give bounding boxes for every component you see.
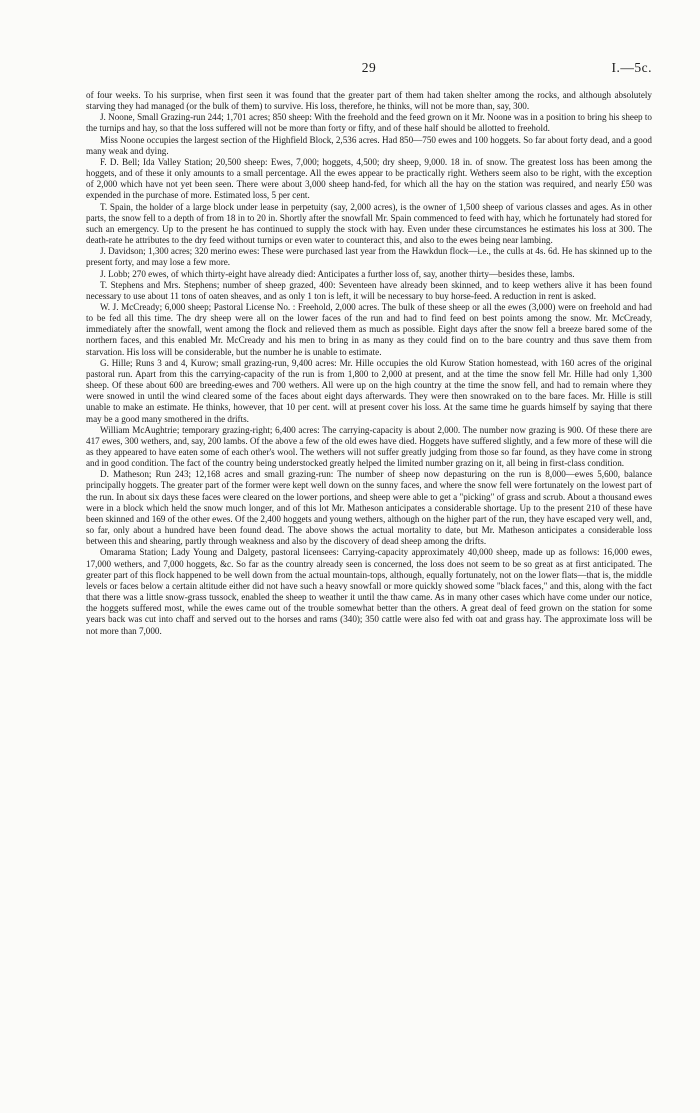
- paragraph-mcaughtrie: William McAughtrie; temporary grazing-right; 6,400 acres: The carrying-capacity is about 2,000. The number now grazing is 900. Of these there are 417 ewes, 300 wethers, and, say, 200 lambs. Of the above a few of the old ewes have died. Hoggets have suffered slightly, and a few more of these will die as they appeared to have eaten some of each other's wool. The wethers will not suffer greatly judging from those so far found, as they have come in strong and in good condition. The fact of the country being understocked greatly helped the limited number grazing on it, all being in first-class condition.: [86, 424, 653, 469]
- page-header: [86, 60, 652, 76]
- paragraph-continuation: of four weeks. To his surprise, when first seen it was found that the greater part of them had taken shelter among the rocks, and although absolutely starving they had managed (or the bulk of them) to survive. His loss, therefore, he thinks, will not be more than, say, 300.: [86, 90, 652, 112]
- paragraph-davidson: J. Davidson; 1,300 acres; 320 merino ewes: These were purchased last year from the Hawkdun flock—i.e., the culls at 4s. 6d. He has skinned up to the present forty, and may lose a few more.: [86, 246, 652, 268]
- paragraph-spain: T. Spain, the holder of a large block under lease in perpetuity (say, 2,000 acres), is the owner of 1,500 sheep of various classes and ages. As in other parts, the snow fell to a depth of from 18 in to 20 in. Shortly after the snowfall Mr. Spain commenced to feed with hay, which he fortunately had stored for such an emergency. Up to the present he has continued to supply the stock with hay. Even under these circumstances he estimates his loss at 300. The death-rate he attributes to the dry feed without turnips or even water to counteract this, and also to the ewes being near lambing.: [86, 201, 652, 246]
- paragraph-miss-noone: Miss Noone occupies the largest section of the Highfield Block, 2,536 acres. Had 850—750 ewes and 100 hoggets. So far about forty dead, and a good many weak and dying.: [86, 134, 652, 156]
- paragraph-lobb: J. Lobb; 270 ewes, of which thirty-eight have already died: Anticipates a further loss of, say, another thirty—besides these, lambs.: [100, 268, 575, 279]
- paragraph-hille: G. Hille; Runs 3 and 4, Kurow; small grazing-run, 9,400 acres: Mr. Hille occupies the old Kurow Station homestead, with 160 acres of the original pastoral run. Apart from this the carrying-capacity of the run is from 1,800 to 2,000 at present, and at the time the snow fell Mr. Hille had only 1,300 sheep. Of these about 600 are breeding-ewes and 700 wethers. All were up on the high country at the time the snow fell, and had to remain where they were snowed in until the wind cleared some of the faces about eight days afterwards. They were then snowraked on to the bare faces. Mr. Hille is still unable to make an estimate. He thinks, however, that 10 per cent. will at present cover his loss. At the same time he guards himself by saying that there may be a good many smothered in the drifts.: [86, 357, 652, 424]
- paragraph-stephens: T. Stephens and Mrs. Stephens; number of sheep grazed, 400: Seventeen have already been skinned, and to keep wethers alive it has been found necessary to use about 11 tons of oaten sheaves, and as only 1 ton is left, it will be necessary to buy horse-feed. A reduction in rent is asked.: [86, 279, 652, 301]
- paragraph-matheson: D. Matheson; Run 243; 12,168 acres and small grazing-run: The number of sheep now depasturing on the run is 8,000—ewes 5,600, balance principally hoggets. The greater part of the former were kept well down on the sunny faces, and where the snow fell were fortunately on the lowest part of the run. In about six days these faces were cleared on the lower portions, and sheep were able to get a "picking" of grass and scrub. About a thousand ewes were in a block which held the snow much longer, and of this lot Mr. Matheson anticipates a considerable shortage. Up to the present 210 of these have been skinned and 169 of the other ewes. Of the 2,400 hoggets and young wethers, although on the higher part of the run, they have escaped very well, and, so far, only about a hundred have been found dead. The above shows the actual mortality to date, but Mr. Matheson anticipates a considerable loss between this and shearing, partly through weakness and also by the discovery of dead sheep among the drifts.: [86, 469, 652, 547]
- document-reference: I.—5c.: [611, 60, 652, 75]
- paragraph-bell: F. D. Bell; Ida Valley Station; 20,500 sheep: Ewes, 7,000; hoggets, 4,500; dry sheep, 9,000. 18 in. of snow. The greatest loss has been among the hoggets, and of these it only amounts to a small percentage. All the ewes appear to be practically right. Wethers seem also to be right, with the exception of 2,000 which have not yet been seen. There were about 3,000 sheep hand-fed, for which all the hay on the station was required, and nearly £50 was expended in the purchase of more. Estimated loss, 5 per cent.: [86, 156, 652, 201]
- body-text: [86, 90, 652, 637]
- paragraph-mccready: W. J. McCready; 6,000 sheep; Pastoral License No. : Freehold, 2,000 acres. The bulk of these sheep or all the ewes (3,000) were on freehold and had to be fed all this time. The dry sheep were all on the lower faces of the run and had to find feed on best points among the snow. Mr. McCready, immediately after the snowfall, went among the flock and relieved them as much as possible. Eight days after the snow fell a breeze bared some of the northern faces, and this enabled Mr. McCready and his men to bring in as many as they could find on to the bare country and thus save them from starvation. His loss will be considerable, but the number he is unable to estimate.: [86, 301, 652, 357]
- paragraph-omarama: Omarama Station; Lady Young and Dalgety, pastoral licensees: Carrying-capacity approximately 40,000 sheep, made up as follows: 16,000 ewes, 17,000 wethers, and 7,000 hoggets, &c. So far as the country already seen is concerned, the loss does not seem to be so great as at first anticipated. The greater part of this flock happened to be well down from the actual mountain-tops, although, equally fortunately, not on the lower flats—that is, the middle levels or faces below a certain altitude either did not have such a heavy snowfall or more quickly showed some "black faces," and this, along with the fact that there was a little snow-grass tussock, enabled the sheep to weather it until the thaw came. As in many other cases which have come under our notice, the hoggets suffered most, while the ewes came out of the trouble somewhat better than the others. A great deal of feed grown on the station for some years back was cut into chaff and served out to the horses and rams (340); 350 cattle were also fed with oat and grass hay. The approximate loss will be not more than 7,000.: [86, 547, 652, 636]
- paragraph-noone: J. Noone, Small Grazing-run 244; 1,701 acres; 850 sheep: With the freehold and the feed grown on it Mr. Noone was in a position to bring his sheep to the turnips and hay, so that the loss suffered will not be more than forty or fifty, and of these half should be allotted to freehold.: [86, 112, 652, 134]
- page-number: 29: [361, 60, 377, 75]
